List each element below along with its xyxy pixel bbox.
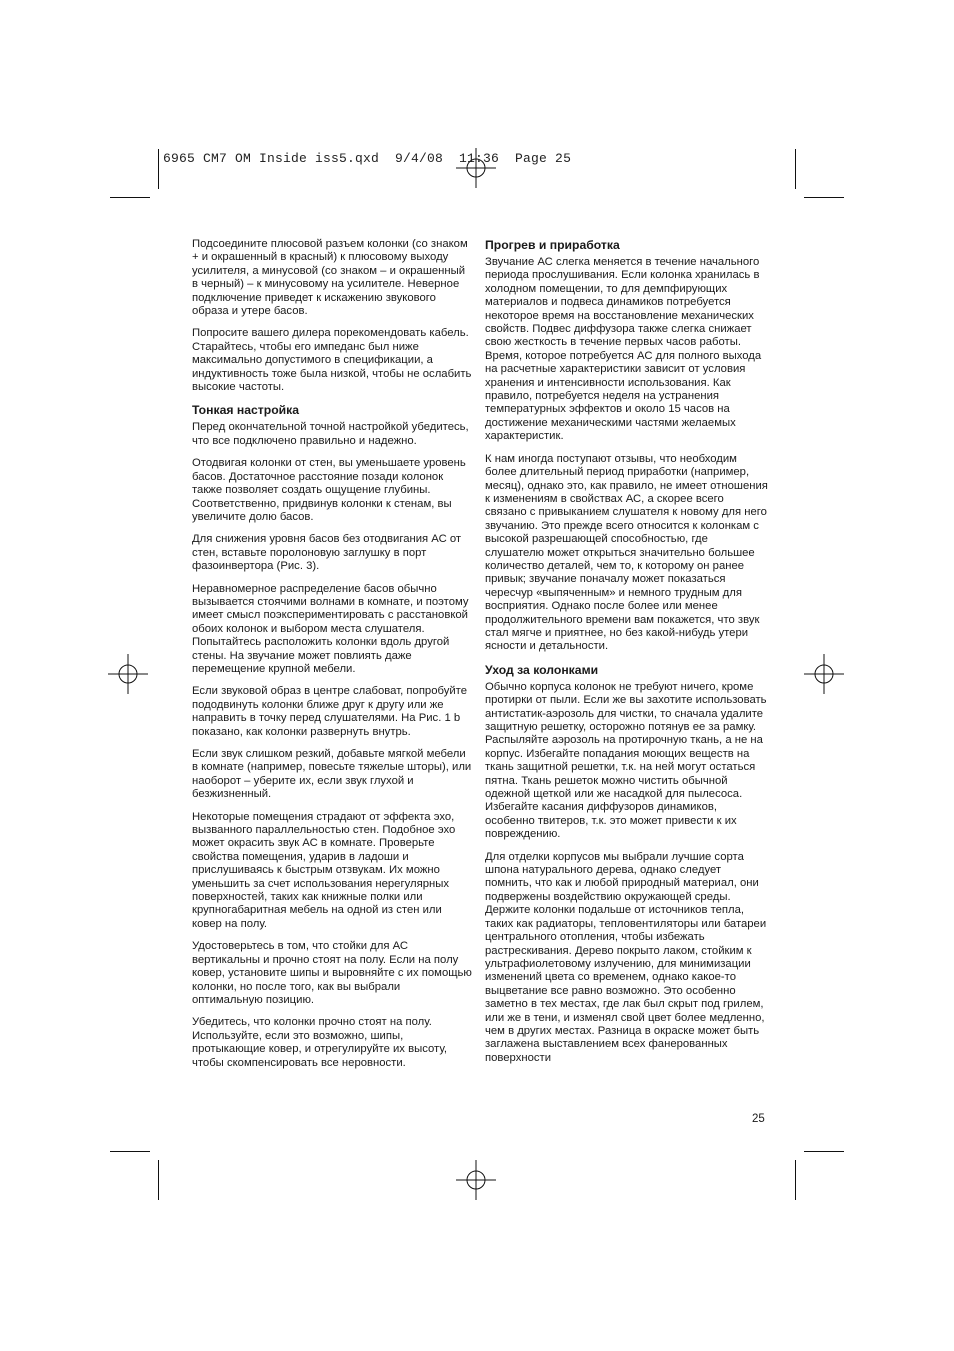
paragraph: Звучание АС слегка меняется в течение начального периода прослушивания. Если колонка хранилась в холодном помещении, то для демпфирующих материалов и подвеса динамиков потребуется некоторое время на восстановление механических свойств. Подвес диффузора также слегка снижает свою жесткость в течение первых часов работы. Время, которое потребуется АС для полного выхода на расчетные характеристики зависит от условия хранения и интенсивности использования. Как правило, потребуется неделя на устранения температурных эффектов и около 15 часов на достижение механическими частями желаемых характеристик. [485, 256, 762, 443]
crop-mark-top-left-vertical [158, 149, 159, 189]
left-column [192, 238, 472, 1079]
section-heading-care: Уход за колонками [485, 662, 599, 677]
page-number: 25 [752, 1113, 765, 1125]
crop-mark-bottom-left-horizontal [110, 1151, 150, 1152]
section-heading-warm-up: Прогрев и приработка [485, 238, 620, 252]
paragraph: Убедитесь, что колонки прочно стоят на полу. Используйте, если это возможно, шипы, протыкающие ковер, и отрегулируйте их высоту, чтобы скомпенсировать все неровности. [192, 1016, 447, 1069]
paragraph: Перед окончательной точной настройкой убедитесь, что все подключено правильно и надежно. [192, 421, 469, 447]
paragraph: Если звук слишком резкий, добавьте мягкой мебели в комнате (например, повесьте тяжелые шторы), или наоборот – уберите их, если звук глухой и безжизненный. [192, 748, 472, 801]
paragraph: Подсоедините плюсовой разъем колонки (со знаком + и окрашенный в красный) к плюсовому выходу усилителя, а минусовой (со знаком – и окрашенный в черный) – к минусовому на усилителе. Неверное подключение приведет к искажению звукового образа и утере басов. [192, 238, 468, 318]
paragraph: Для отделки корпусов мы выбрали лучшие сорта шпона натурального дерева, однако следует помнить, что как и любой природный материал, они подвержены воздействию окружающей среды. Держите колонки подальше от источников тепла, таких как радиаторы, тепловентиляторы или батареи центрального отопления, чтобы избежать растрескивания. Дерево покрыто лаком, стойким к ультрафиолетовому излучению, для минимизации изменений цвета со временем, однако какое-то выцветание все равно возможно. Это особенно заметно в тех местах, где лак был скрыт под грилем, или же в тени, и изменял свой цвет более медленно, чем в других местах. Разница в окраске может быть заглажена выставлением всех фанерованных поверхности [485, 850, 767, 1064]
paragraph: К нам иногда поступают отзывы, что необходим более длительный период приработки (например, месяц), однако это, как правило, не имеет отношения к изменениям в свойствах АС, а скорее всего связано с привыканием слушателя к новому для него звучанию. Это прежде всего относится к колонкам с высокой разрешающей способностью, где слушателю может открыться значительно большее количество деталей, чем то, к которому он ранее привык; звучание поначалу может показаться чересчур «выпяченным» и немного трудным для восприятия. Однако после более или менее продолжительного времени вам покажется, что звук стал мягче и приятнее, но без какой-нибудь утери ясности и детальности. [485, 452, 768, 653]
paragraph: Некоторые помещения страдают от эффекта эхо, вызванного параллельностью стен. Подобное эхо может окрасить звук АС в комнате. Проверьте свойства помещения, ударив в ладоши и прислушиваясь к быстрым отзвукам. Их можно уменьшить за счет использования нерегулярных поверхностей, таких как книжные полки или крупногабаритная мебель на одной из стен или ковер на полу. [192, 810, 456, 930]
paragraph: Для снижения уровня басов без отодвигания АС от стен, вставьте поролоновую заглушку в порт фазоинвертора (Рис. 3). [192, 533, 462, 573]
paragraph: Неравномерное распределение басов обычно вызывается стоячими волнами в комнате, и поэтому имеет смысл поэкспериментировать с расстановкой обоих колонок и выбором места слушателя. Попытайтесь расположить колонки вдоль другой стены. На звучание может повлиять даже перемещение крупной мебели. [192, 582, 469, 675]
registration-mark-right-icon [804, 654, 844, 694]
crop-mark-bottom-right-horizontal [804, 1151, 844, 1152]
crop-mark-bottom-right-vertical [795, 1160, 796, 1200]
paragraph: Отодвигая колонки от стен, вы уменьшаете уровень басов. Достаточное расстояние позади колонок также позволяет создать ощущение глубины. Соответственно, придвинув колонки к стенам, вы увеличите долю басов. [192, 457, 466, 523]
registration-mark-bottom-icon [456, 1160, 496, 1200]
paragraph: Если звуковой образ в центре слабоват, попробуйте пододвинуть колонки ближе друг к другу или же направить в точку перед слушателями. На Рис. 1 b показано, как колонки развернуть внутрь. [192, 685, 468, 738]
paragraph: Попросите вашего дилера порекомендовать кабель. Старайтесь, чтобы его импеданс был ниже максимально допустимого в спецификации, а индуктивность тоже была низкой, чтобы не ослабить высокие частоты. [192, 327, 472, 394]
right-column [485, 238, 768, 1074]
paragraph: Обычно корпуса колонок не требуют ничего, кроме протирки от пыли. Если же вы захотите использовать антистатик-аэрозоль для чистки, то сначала удалите защитную решетку, осторожно потянув ее за рамку. Распыляйте аэрозоль на протирочную ткань, а не на корпус. Избегайте попадания моющих веществ на ткань защитной решетки, т.к. на ней могут остаться пятна. Ткань решеток можно чистить обычной одежной щеткой или же насадкой для пылесоса. Избегайте касания диффузоров динамиков, особенно твитеров, т.к. это может привести к их повреждению. [485, 680, 767, 841]
registration-mark-left-icon [108, 654, 148, 694]
crop-mark-bottom-left-vertical [158, 1160, 159, 1200]
paragraph: Удостоверьтесь в том, что стойки для АС вертикальны и прочно стоят на полу. Если на полу ковер, установите шипы и выровняйте с их помощью колонки, но после того, как вы выбрали оптимальную позицию. [192, 940, 472, 1006]
crop-mark-top-left-horizontal [110, 197, 150, 198]
print-slug-header: 6965 CM7 OM Inside iss5.qxd 9/4/08 11:36 Page 25 [163, 151, 572, 166]
crop-mark-top-right-vertical [795, 149, 796, 189]
section-heading-fine-tuning: Тонкая настройка [192, 403, 300, 418]
crop-mark-top-right-horizontal [804, 197, 844, 198]
